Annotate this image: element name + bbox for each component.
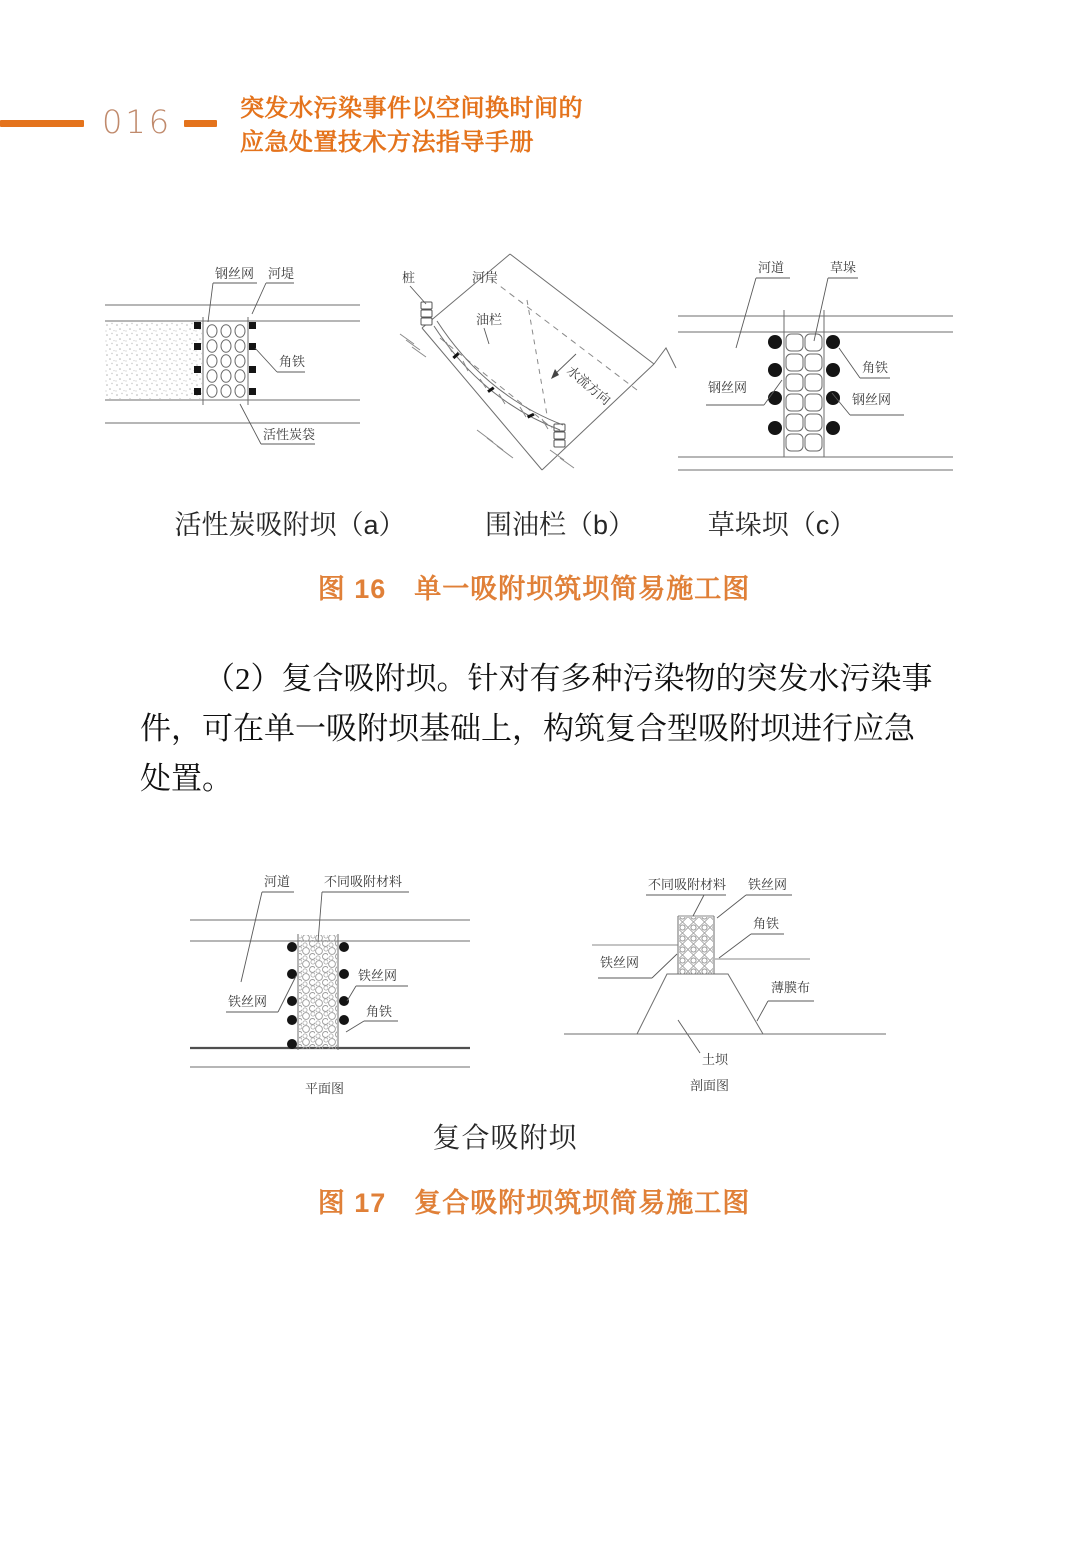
book-title-line1: 突发水污染事件以空间换时间的 [240,95,583,122]
paragraph-line: 处置。 [140,761,233,796]
label-view-section: 剖面图 [690,1078,730,1093]
label-oil-boom: 油栏 [476,312,503,327]
label-earth-dam: 土坝 [702,1052,729,1067]
figure17-subcaption: 复合吸附坝 [432,1122,578,1153]
paragraph-line: 件，可在单一吸附坝基础上，构筑复合型吸附坝进行应急 [140,711,915,746]
diagram-straw-dam [668,240,963,480]
polluted-water-stipple [105,322,202,399]
book-title [240,92,583,160]
figure16-caption: 图 16 单一吸附坝筑坝简易施工图 [317,574,751,604]
header-rule-left [0,120,84,127]
river-perspective-lines [422,254,676,470]
label-materials: 不同吸附材料 [324,874,403,889]
label-carbon-bag: 活性炭袋 [263,427,316,442]
label-river-bank: 河堤 [268,266,295,281]
label-angle-iron: 角铁 [753,916,780,931]
earth-dam-trapezoid [637,974,763,1034]
label-pile: 桩 [402,270,416,285]
label-angle-iron: 角铁 [366,1004,393,1019]
label-straw-stack: 草垛 [830,260,857,275]
book-title-line2: 应急处置技术方法指导手册 [240,129,534,156]
body-paragraph [140,654,940,804]
diagram-oil-boom [392,240,677,480]
label-materials: 不同吸附材料 [648,877,727,892]
labels [598,877,814,1093]
label-wire-mesh: 钢丝网 [215,266,255,281]
label-river-channel: 河道 [758,260,785,275]
diagram-composite-dam-section [556,856,891,1106]
flow-direction [551,354,614,408]
diagram-composite-dam-plan [172,856,487,1106]
label-wire-mesh-top: 铁丝网 [748,877,788,892]
bank-hatching [400,334,574,468]
label-wire-mesh-left: 铁丝网 [228,994,268,1009]
dam-block [287,934,349,1050]
page-number: 016 [102,103,173,141]
diagram-activated-carbon-dam [85,242,385,482]
dam-block [194,317,256,405]
labels [402,270,502,344]
label-wire-mesh-left: 铁丝网 [600,955,640,970]
label-film-cloth: 薄膜布 [771,980,811,995]
label-wire-mesh-right: 钢丝网 [852,392,892,407]
label-angle-iron: 角铁 [279,354,306,369]
subcaption-b: 围油栏（b） [484,510,636,540]
label-angle-iron: 角铁 [862,360,889,375]
boom-line [434,321,563,430]
label-river-bank: 河岸 [472,270,499,285]
subcaption-c: 草垛坝（c） [707,510,857,540]
subcaption-a: 活性炭吸附坝（a） [174,510,406,540]
label-wire-mesh-right: 铁丝网 [358,968,398,983]
paragraph-line: （2）复合吸附坝。针对有多种污染物的突发水污染事 [204,661,933,696]
label-view-plan: 平面图 [305,1081,345,1096]
adsorption-column [678,916,714,974]
label-wire-mesh-left: 钢丝网 [708,380,748,395]
label-flow-direction: 水流方向 [564,362,614,408]
figure17-caption: 图 17 复合吸附坝筑坝简易施工图 [317,1188,751,1218]
label-river-channel: 河道 [264,874,291,889]
header-rule-short [184,120,217,127]
